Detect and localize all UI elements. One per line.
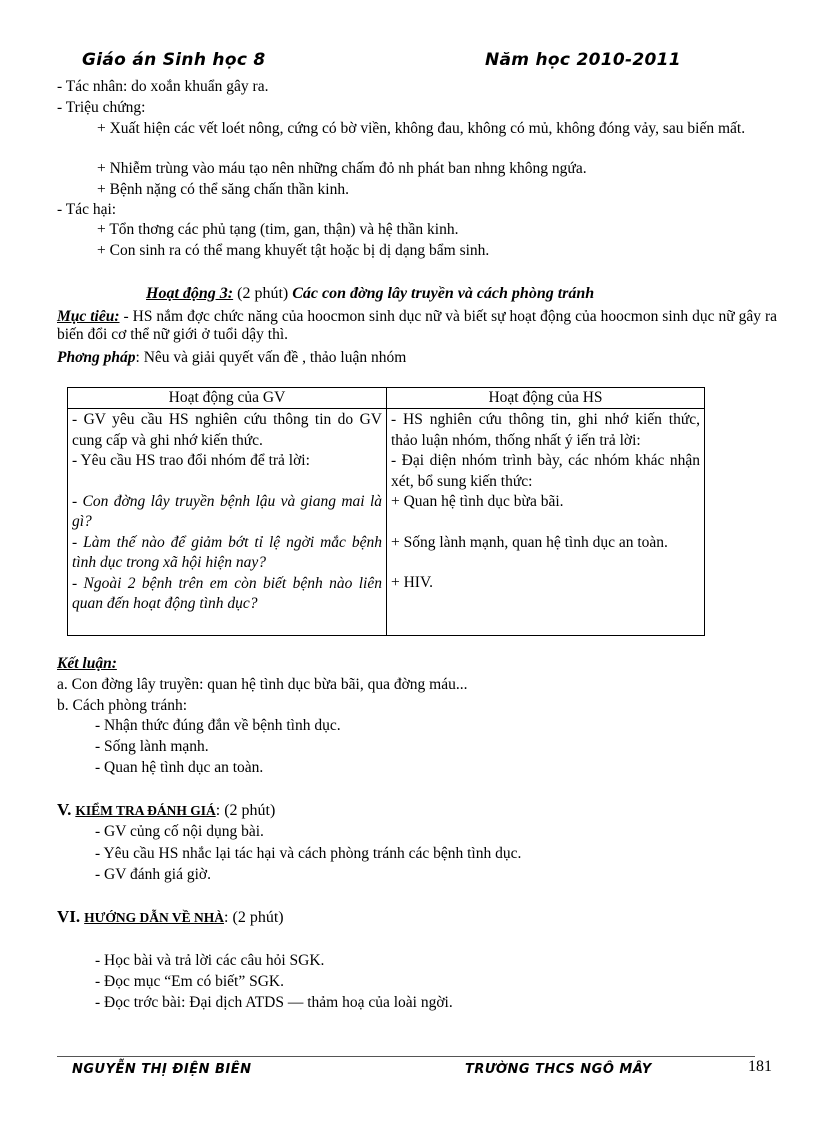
tac-hai-item-2: + Con sinh ra có thể mang khuyết tật hoặc bị dị dạng bẩm sinh. — [97, 242, 490, 259]
muc-tieu-label: Mục tiêu: — [57, 308, 120, 325]
section-5-time: : (2 phút) — [215, 802, 276, 819]
section-5-item-2: - Yêu cầu HS nhắc lại tác hại và cách phòng tránh các bệnh tình dục. — [95, 845, 522, 862]
hs-activity-cell — [387, 409, 705, 636]
gv-question-3: - Ngoài 2 bệnh trên em còn biết bệnh nào liên quan đến hoạt động tình dục? — [72, 574, 382, 612]
phuong-phap-paragraph — [57, 349, 406, 367]
hs-action-1: - HS nghiên cứu thông tin, ghi nhớ kiến thức, thảo luận nhóm, thống nhất ý iến trả lời: — [391, 411, 700, 449]
table-row — [68, 409, 705, 636]
section-5-item-3: - GV đánh giá giờ. — [95, 866, 211, 883]
muc-tieu-text: - HS nắm đợc chức năng của hoocmon sinh dục nữ và biết sự hoạt động của hoocmon sinh dục nữ gây ra biến đổi cơ thể nữ giới ở tuổi dậy thì. — [57, 308, 777, 343]
phuong-phap-label: Phơng pháp — [57, 349, 136, 366]
activity-3-title: Hoạt động 3: — [146, 285, 234, 302]
muc-tieu-paragraph — [57, 308, 777, 344]
phuong-phap-text: : Nêu và giải quyết vấn đề , thảo luận nhóm — [135, 349, 407, 366]
hs-answer-3: + HIV. — [391, 574, 434, 591]
section-6-item-2: - Đọc mục “Em có biết” SGK. — [95, 973, 284, 990]
tac-hai-label: - Tác hại: — [57, 201, 117, 218]
activity-3-subtitle: Các con đờng lây truyền và cách phòng tránh — [292, 285, 595, 302]
trieu-chung-item-3: + Bệnh nặng có thể săng chấn thần kinh. — [97, 181, 349, 198]
header-school-year: Năm học 2010-2011 — [485, 50, 681, 70]
section-6-heading — [57, 907, 284, 927]
activity-3-time: (2 phút) — [237, 285, 289, 302]
table-header-gv: Hoạt động của GV — [68, 388, 387, 409]
table-header-hs: Hoạt động của HS — [387, 388, 705, 409]
activity-3-heading — [146, 285, 594, 303]
footer-author: NGUYỄN THỊ ĐIỆN BIÊN — [72, 1062, 252, 1077]
gv-activity-cell — [68, 409, 387, 636]
section-6-number: VI. — [57, 907, 81, 926]
gv-instruction-1: - GV yêu cầu HS nghiên cứu thông tin do GV cung cấp và ghi nhớ kiến thức. — [72, 411, 382, 449]
ket-luan-a: a. Con đờng lây truyền: quan hệ tình dục bừa bãi, qua đờng máu... — [57, 676, 468, 693]
section-5-number: V. — [57, 800, 72, 819]
ket-luan-b: b. Cách phòng tránh: — [57, 697, 188, 714]
ket-luan-b-item-1: - Nhận thức đúng đắn về bệnh tình dục. — [95, 717, 341, 734]
table-header-row — [68, 388, 705, 409]
section-6-time: : (2 phút) — [224, 909, 284, 926]
ket-luan-label: Kết luận: — [57, 655, 117, 672]
activity-table — [67, 387, 705, 636]
tac-hai-item-1: + Tổn thơng các phủ tạng (tim, gan, thận) và hệ thần kinh. — [97, 221, 459, 238]
section-5-title: KIỂM TRA ĐÁNH GIÁ — [75, 803, 216, 818]
section-5-heading — [57, 800, 275, 820]
page-number: 181 — [748, 1058, 772, 1075]
gv-instruction-2: - Yêu cầu HS trao đổi nhóm để trả lời: — [72, 452, 310, 469]
tac-nhan-line: - Tác nhân: do xoắn khuẩn gây ra. — [57, 78, 269, 95]
hs-action-2: - Đại diện nhóm trình bày, các nhóm khác nhận xét, bổ sung kiến thức: — [391, 452, 700, 490]
section-6-item-1: - Học bài và trả lời các câu hỏi SGK. — [95, 952, 325, 969]
footer-school: TRƯỜNG THCS NGÔ MÂY — [465, 1062, 652, 1077]
trieu-chung-label: - Triệu chứng: — [57, 99, 146, 116]
section-6-title: HƯỚNG DẪN VỀ NHÀ — [84, 910, 225, 925]
ket-luan-b-item-2: - Sống lành mạnh. — [95, 738, 209, 755]
trieu-chung-item-2: + Nhiễm trùng vào máu tạo nên những chấm đỏ nh phát ban nhng không ngứa. — [97, 160, 587, 177]
section-6-item-3: - Đọc trớc bài: Đại dịch ATDS — thảm hoạ của loài ngời. — [95, 994, 453, 1011]
trieu-chung-item-1: + Xuất hiện các vết loét nông, cứng có bờ viền, không đau, không có mủ, không đóng vảy, sau biến mất. — [97, 120, 746, 137]
header-subject: Giáo án Sinh học 8 — [82, 50, 266, 70]
ket-luan-b-item-3: - Quan hệ tình dục an toàn. — [95, 759, 264, 776]
footer-divider — [57, 1056, 755, 1057]
hs-answer-1: + Quan hệ tình dục bừa bãi. — [391, 493, 564, 510]
section-5-item-1: - GV củng cố nội dụng bài. — [95, 823, 264, 840]
hs-answer-2: + Sống lành mạnh, quan hệ tình dục an toàn. — [391, 533, 668, 551]
gv-question-1: - Con đờng lây truyền bệnh lậu và giang mai là gì? — [72, 492, 382, 530]
gv-question-2: - Làm thế nào để giảm bớt tỉ lệ ngời mắc bệnh tình dục trong xã hội hiện nay? — [72, 533, 382, 571]
